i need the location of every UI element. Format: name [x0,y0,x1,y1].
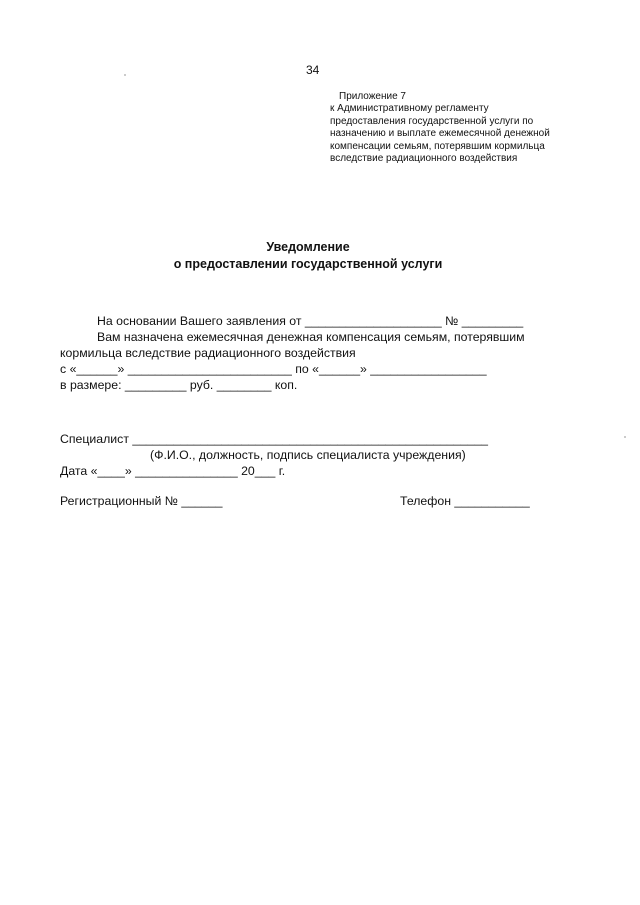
appendix-line: Приложение 7 [339,91,406,102]
document-subtitle: о предоставлении государственной услуги [173,257,443,271]
appendix-line: к Административному регламенту [330,103,489,115]
compensation-line-cont: кормильца вследствие радиационного воздействия [60,346,356,360]
phone-line: Телефон ___________ [400,494,530,508]
page-number: 34 [306,63,320,77]
document-title: Уведомление [266,240,350,254]
appendix-note [330,91,590,165]
application-line: На основании Вашего заявления от ____________________ № _________ [97,314,524,328]
period-line: с «______» ________________________ по «______» _________________ [60,362,487,376]
date-line: Дата «____» _______________ 20___ г. [60,464,286,478]
compensation-line: Вам назначена ежемесячная денежная компенсация семьям, потерявшим [97,330,525,344]
appendix-line: вследствие радиационного воздействия [330,153,518,165]
registration-number: Регистрационный № ______ [60,494,223,508]
specialist-hint: (Ф.И.О., должность, подпись специалиста учреждения) [150,448,466,462]
appendix-line: компенсации семьям, потерявшим кормильца [330,140,545,152]
appendix-line: предоставления государственной услуги по [330,115,534,127]
scan-speck [124,74,126,76]
amount-line: в размере: _________ руб. ________ коп. [60,378,298,392]
scan-speck [624,436,626,438]
appendix-line: назначению и выплате ежемесячной денежной [330,128,550,140]
specialist-line: Специалист ____________________________________________________ [60,432,488,446]
